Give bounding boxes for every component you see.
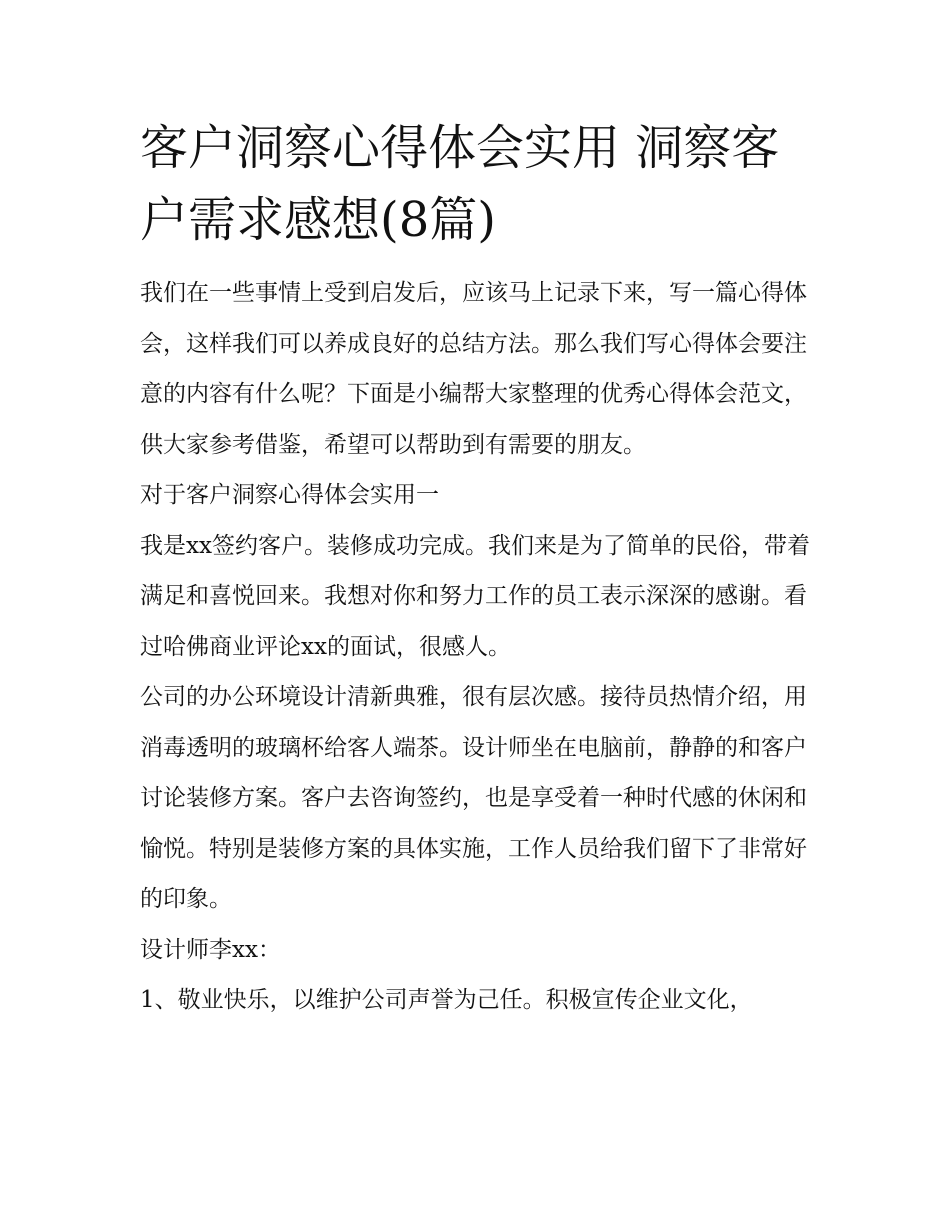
body-paragraph: 公司的办公环境设计清新典雅，很有层次感。接待员热情介绍，用消毒透明的玻璃杯给客人端茶。设计师坐在电脑前，静静的和客户讨论装修方案。客户去咨询签约，也是享受着一种时代感的休闲和愉悦。特别是装修方案的具体实施，工作人员给我们留下了非常好的印象。 [140, 684, 807, 912]
document-body [140, 112, 812, 1026]
intro-paragraph: 我们在一些事情上受到启发后，应该马上记录下来，写一篇心得体会，这样我们可以养成良好的总结方法。那么我们写心得体会要注意的内容有什么呢？下面是小编帮大家整理的优秀心得体会范文，供大家参考借鉴，希望可以帮助到有需要的朋友。 [140, 280, 807, 458]
body-paragraph: 我是xx签约客户。装修成功完成。我们来是为了简单的民俗，带着满足和喜悦回来。我想对你和努力工作的员工表示深深的感谢。看过哈佛商业评论xx的面试，很感人。 [140, 532, 810, 660]
list-item: 1、敬业快乐，以维护公司声誉为己任。积极宣传企业文化， [140, 987, 753, 1013]
document-title: 客户洞察心得体会实用 洞察客户需求感想(8篇) [140, 120, 780, 248]
section-heading: 对于客户洞察心得体会实用一 [140, 482, 439, 508]
designer-label: 设计师李xx： [140, 936, 281, 963]
